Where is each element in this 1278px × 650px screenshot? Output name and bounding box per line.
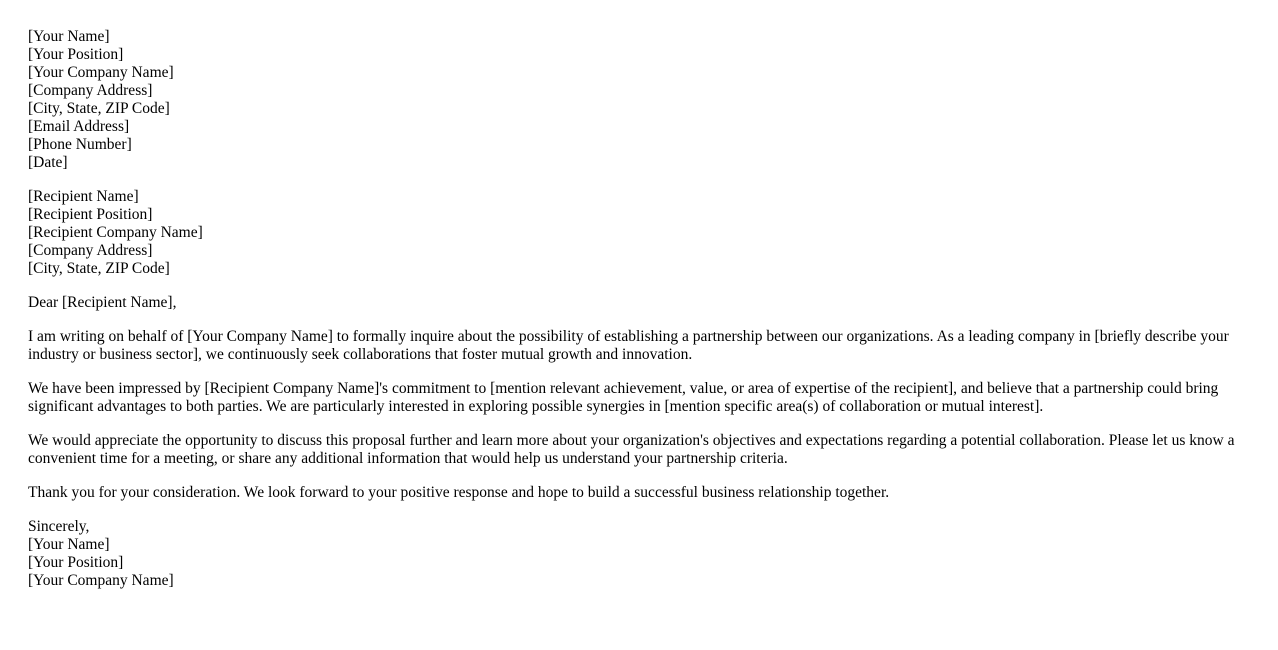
letter-document <box>28 28 1240 606</box>
sender-address: [Company Address] <box>28 82 153 99</box>
sender-company: [Your Company Name] <box>28 64 174 81</box>
signature-name: [Your Name] <box>28 536 110 553</box>
recipient-address-block <box>28 188 1240 278</box>
sender-address-block <box>28 28 1240 172</box>
recipient-name: [Recipient Name] <box>28 188 139 205</box>
recipient-city-state-zip: [City, State, ZIP Code] <box>28 260 170 277</box>
body-paragraph: We would appreciate the opportunity to discuss this proposal further and learn more about your organization's objectives and expectations regarding a potential collaboration. Please let us know a convenient time for a meeting, or share any additional information that would help us understand your partnership criteria. <box>28 432 1235 467</box>
salutation: Dear [Recipient Name], <box>28 294 177 311</box>
valediction: Sincerely, <box>28 518 90 535</box>
recipient-address: [Company Address] <box>28 242 153 259</box>
sender-phone: [Phone Number] <box>28 136 132 153</box>
sender-position: [Your Position] <box>28 46 124 63</box>
sender-name: [Your Name] <box>28 28 110 45</box>
body-paragraph: Thank you for your consideration. We look forward to your positive response and hope to build a successful business relationship together. <box>28 484 890 501</box>
letter-date: [Date] <box>28 154 68 171</box>
signature-position: [Your Position] <box>28 554 124 571</box>
body-paragraph: We have been impressed by [Recipient Company Name]'s commitment to [mention relevant achievement, value, or area of expertise of the recipient], and believe that a partnership could bring significant advantages to both parties. We are particularly interested in exploring possible synergies in [mention specific area(s) of collaboration or mutual interest]. <box>28 380 1219 415</box>
sender-email: [Email Address] <box>28 118 130 135</box>
recipient-company: [Recipient Company Name] <box>28 224 203 241</box>
signature-company: [Your Company Name] <box>28 572 174 589</box>
closing-block <box>28 518 1240 590</box>
recipient-position: [Recipient Position] <box>28 206 153 223</box>
sender-city-state-zip: [City, State, ZIP Code] <box>28 100 170 117</box>
body-paragraph: I am writing on behalf of [Your Company Name] to formally inquire about the possibility of establishing a partnership between our organizations. As a leading company in [briefly describe your industry or business sector], we continuously seek collaborations that foster mutual growth and innovation. <box>28 328 1229 363</box>
